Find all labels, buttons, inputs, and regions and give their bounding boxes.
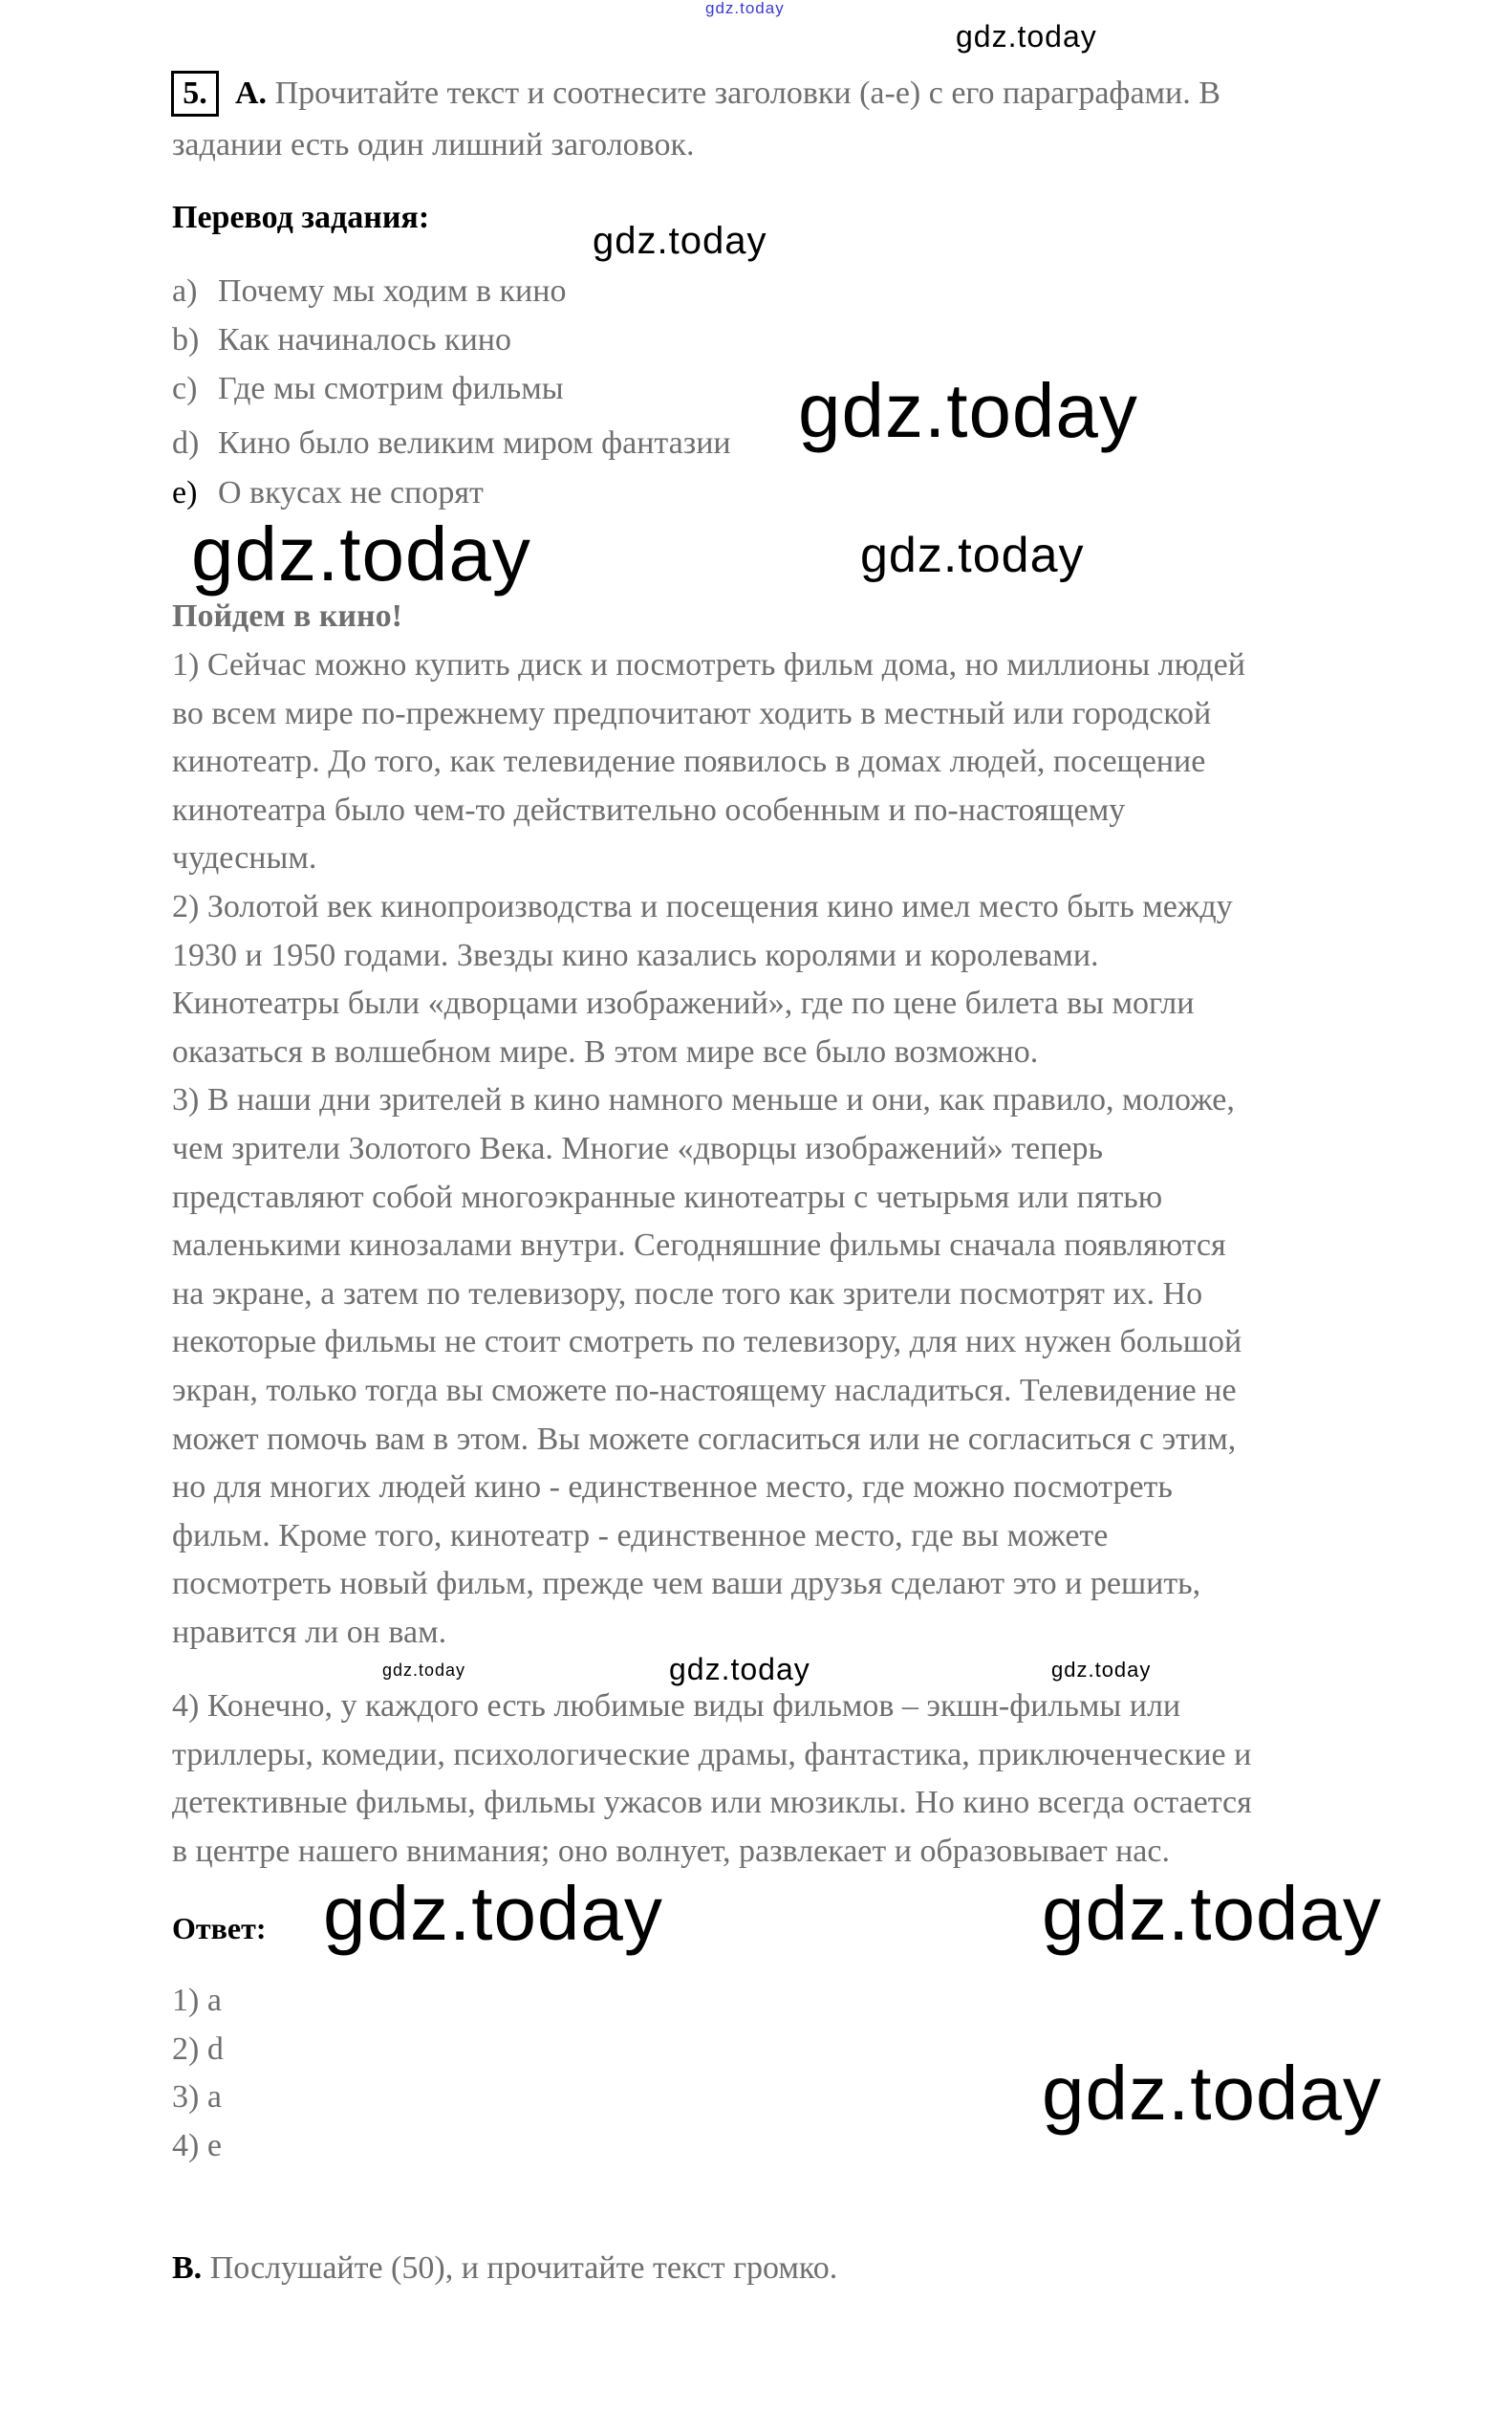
watermark-top: gdz.today [705, 0, 785, 17]
watermark: gdz.today [669, 1652, 810, 1686]
article-line: 2) Золотой век кинопроизводства и посещения кино имел место быть между [172, 889, 1233, 924]
translation-item [172, 370, 564, 408]
article-line: чем зрители Золотого Века. Многие «дворцы изображений» теперь [172, 1131, 1104, 1166]
article-line: 4) Конечно, у каждого есть любимые виды фильмов – экшн-фильмы или [172, 1688, 1181, 1724]
item-text: Почему мы ходим в кино [218, 273, 567, 309]
article-line: фильм. Кроме того, кинотеатр - единственное место, где вы можете [172, 1517, 1109, 1553]
item-label: b) [172, 322, 200, 358]
article-line: посмотреть новый фильм, прежде чем ваши друзья сделают это и решить, [172, 1566, 1201, 1602]
article-line: кинотеатра было чем-то действительно особенным и по-настоящему [172, 792, 1126, 828]
article-line: чудесным. [172, 840, 317, 877]
article-line: триллеры, комедии, психологические драмы, фантастика, приключенческие и [172, 1736, 1252, 1772]
item-text: Кино было великим миром фантазии [218, 425, 731, 461]
article-line: 1930 и 1950 годами. Звезды кино казались королями и королевами. [172, 937, 1099, 973]
watermark: gdz.today [1042, 1871, 1382, 1956]
article-line: оказаться в волшебном мире. В этом мире все было возможно. [172, 1033, 1039, 1070]
article-line: на экране, а затем по телевизору, после того как зрители посмотрят их. Но [172, 1275, 1203, 1312]
item-text: Где мы смотрим фильмы [218, 371, 564, 406]
item-label: e) [172, 475, 198, 510]
translation-item [172, 474, 484, 512]
task-number: 5. [171, 71, 219, 117]
item-label: a) [172, 273, 198, 309]
translation-item [172, 272, 566, 311]
watermark: gdz.today [798, 368, 1138, 453]
article-line: но для многих людей кино - единственное место, где можно посмотреть [172, 1469, 1173, 1506]
article-line: 3) В наши дни зрителей в кино намного меньше и они, как правило, моложе, [172, 1082, 1235, 1118]
part-b-label: B. [172, 2250, 203, 2286]
watermark: gdz.today [382, 1661, 466, 1680]
watermark: gdz.today [1051, 1658, 1152, 1682]
watermark: gdz.today [191, 511, 531, 597]
article-line: некоторые фильмы не стоит смотреть по телевизору, для них нужен большой [172, 1324, 1242, 1360]
answer-item: 3) a [172, 2079, 222, 2116]
item-label: d) [172, 425, 200, 461]
watermark: gdz.today [860, 528, 1085, 583]
translation-heading: Перевод задания: [172, 200, 430, 235]
translation-item [172, 321, 511, 359]
article-line: в центре нашего внимания; оно волнует, развлекает и образовывает нас. [172, 1833, 1170, 1869]
article-line: во всем мире по-прежнему предпочитают ходить в местный или городской [172, 695, 1212, 731]
item-text: О вкусах не спорят [218, 475, 484, 510]
answer-item: 4) e [172, 2127, 222, 2163]
part-a-text: Прочитайте текст и соотнесите заголовки (a-e) с его параграфами. В [274, 76, 1220, 111]
part-a-label: A. [235, 76, 268, 111]
item-text: Как начиналось кино [218, 322, 511, 358]
article-line: экран, только тогда вы сможете по-настоящему насладиться. Телевидение не [172, 1373, 1237, 1408]
task-instruction [235, 75, 1220, 113]
translation-item [172, 424, 731, 463]
article-line: Кинотеатры были «дворцами изображений», где по цене билета вы могли [172, 986, 1195, 1022]
task-instruction-line2: задании есть один лишний заголовок. [172, 127, 695, 163]
watermark: gdz.today [956, 19, 1097, 54]
answer-heading: Ответ: [172, 1911, 267, 1945]
article-line: 1) Сейчас можно купить диск и посмотреть фильм дома, но миллионы людей [172, 647, 1245, 683]
watermark: gdz.today [593, 220, 767, 262]
article-line: маленькими кинозалами внутри. Сегодняшние фильмы сначала появляются [172, 1227, 1226, 1264]
watermark: gdz.today [323, 1871, 663, 1956]
part-b [172, 2249, 837, 2288]
answer-item: 2) d [172, 2030, 224, 2067]
article-line: нравится ли он вам. [172, 1615, 447, 1650]
article-line: может помочь вам в этом. Вы можете согласиться или не согласиться с этим, [172, 1421, 1237, 1457]
watermark: gdz.today [1042, 2051, 1382, 2136]
article-line: представляют собой многоэкранные кинотеатры с четырьмя или пятью [172, 1179, 1163, 1215]
part-b-text: Послушайте (50), и прочитайте текст громко. [209, 2250, 838, 2286]
article-line: кинотеатр. До того, как телевидение появилось в домах людей, посещение [172, 744, 1206, 780]
item-label: c) [172, 371, 198, 406]
article-line: детективные фильмы, фильмы ужасов или мюзиклы. Но кино всегда остается [172, 1785, 1252, 1821]
answer-item: 1) a [172, 1983, 222, 2018]
article-title: Пойдем в кино! [172, 598, 402, 634]
